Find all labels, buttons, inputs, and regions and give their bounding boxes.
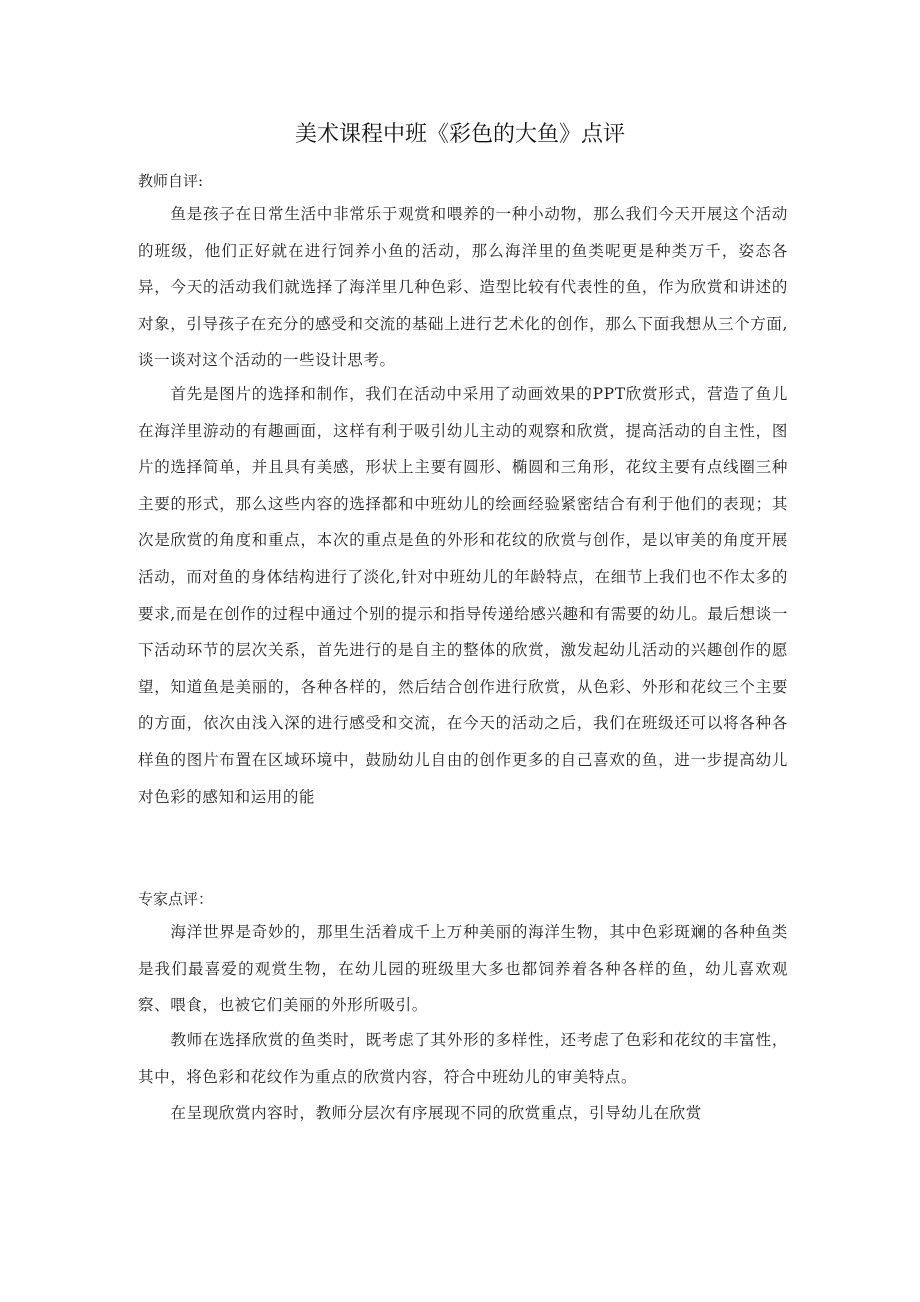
teacher-review-paragraph-2: 首先是图片的选择和制作，我们在活动中采用了动画效果的PPT欣赏形式，营造了鱼儿在海洋里游动的有趣画面，这样有利于吸引幼儿主动的观察和欣赏，提高活动的自主性，图片的选择简单，并且具有美感，形状上主要有圆形、椭圆和三角形，花纹主要有点线圈三种主要的形式，那么这些内容的选择都和中班幼儿的绘画经验紧密结合有利于他们的表现；其次是欣赏的角度和重点，本次的重点是鱼的外形和花纹的欣赏与创作，是以审美的角度开展活动，而对鱼的身体结构进行了淡化,针对中班幼儿的年龄特点，在细节上我们也不作太多的要求,而是在创作的过程中通过个别的提示和指导传递给感兴趣和有需要的幼儿。最后想谈一下活动环节的层次关系，首先进行的是自主的整体的欣赏，激发起幼儿活动的兴趣创作的愿望，知道鱼是美丽的，各种各样的，然后结合创作进行欣赏，从色彩、外形和花纹三个主要的方面，依次由浅入深的进行感受和交流，在今天的活动之后，我们在班级还可以将各种各样鱼的图片布置在区域环境中，鼓励幼儿自由的创作更多的自己喜欢的鱼，进一步提高幼儿对色彩的感知和运用的能 (138, 385, 788, 806)
teacher-review-paragraph-1: 鱼是孩子在日常生活中非常乐于观赏和喂养的一种小动物，那么我们今天开展这个活动的班级，他们正好就在进行饲养小鱼的活动，那么海洋里的鱼类呢更是种类万千，姿态各异，今天的活动我们就选择了海洋里几种色彩、造型比较有代表性的鱼，作为欣赏和讲述的对象，引导孩子在充分的感受和交流的基础上进行艺术化的创作，那么下面我想从三个方面,谈一谈对这个活动的一些设计思考。 (138, 205, 788, 370)
expert-review-paragraph-3: 在呈现欣赏内容时，教师分层次有序展现不同的欣赏重点，引导幼儿在欣赏 (170, 1104, 702, 1122)
page-title: 美术课程中班《彩色的大鱼》点评 (294, 122, 625, 147)
expert-review-paragraph-1: 海洋世界是奇妙的，那里生活着成千上万种美丽的海洋生物，其中色彩斑斓的各种鱼类是我们最喜爱的观赏生物，在幼儿园的班级里大多也都饲养着各种各样的鱼，幼儿喜欢观察、喂食，也被它们美丽的外形所吸引。 (138, 923, 788, 1015)
expert-review-label: 专家点评： (138, 890, 214, 908)
expert-review-paragraph-2: 教师在选择欣赏的鱼类时，既考虑了其外形的多样性，还考虑了色彩和花纹的丰富性，其中，将色彩和花纹作为重点的欣赏内容，符合中班幼儿的审美特点。 (138, 1031, 788, 1086)
teacher-review-label: 教师自评: (138, 172, 204, 190)
